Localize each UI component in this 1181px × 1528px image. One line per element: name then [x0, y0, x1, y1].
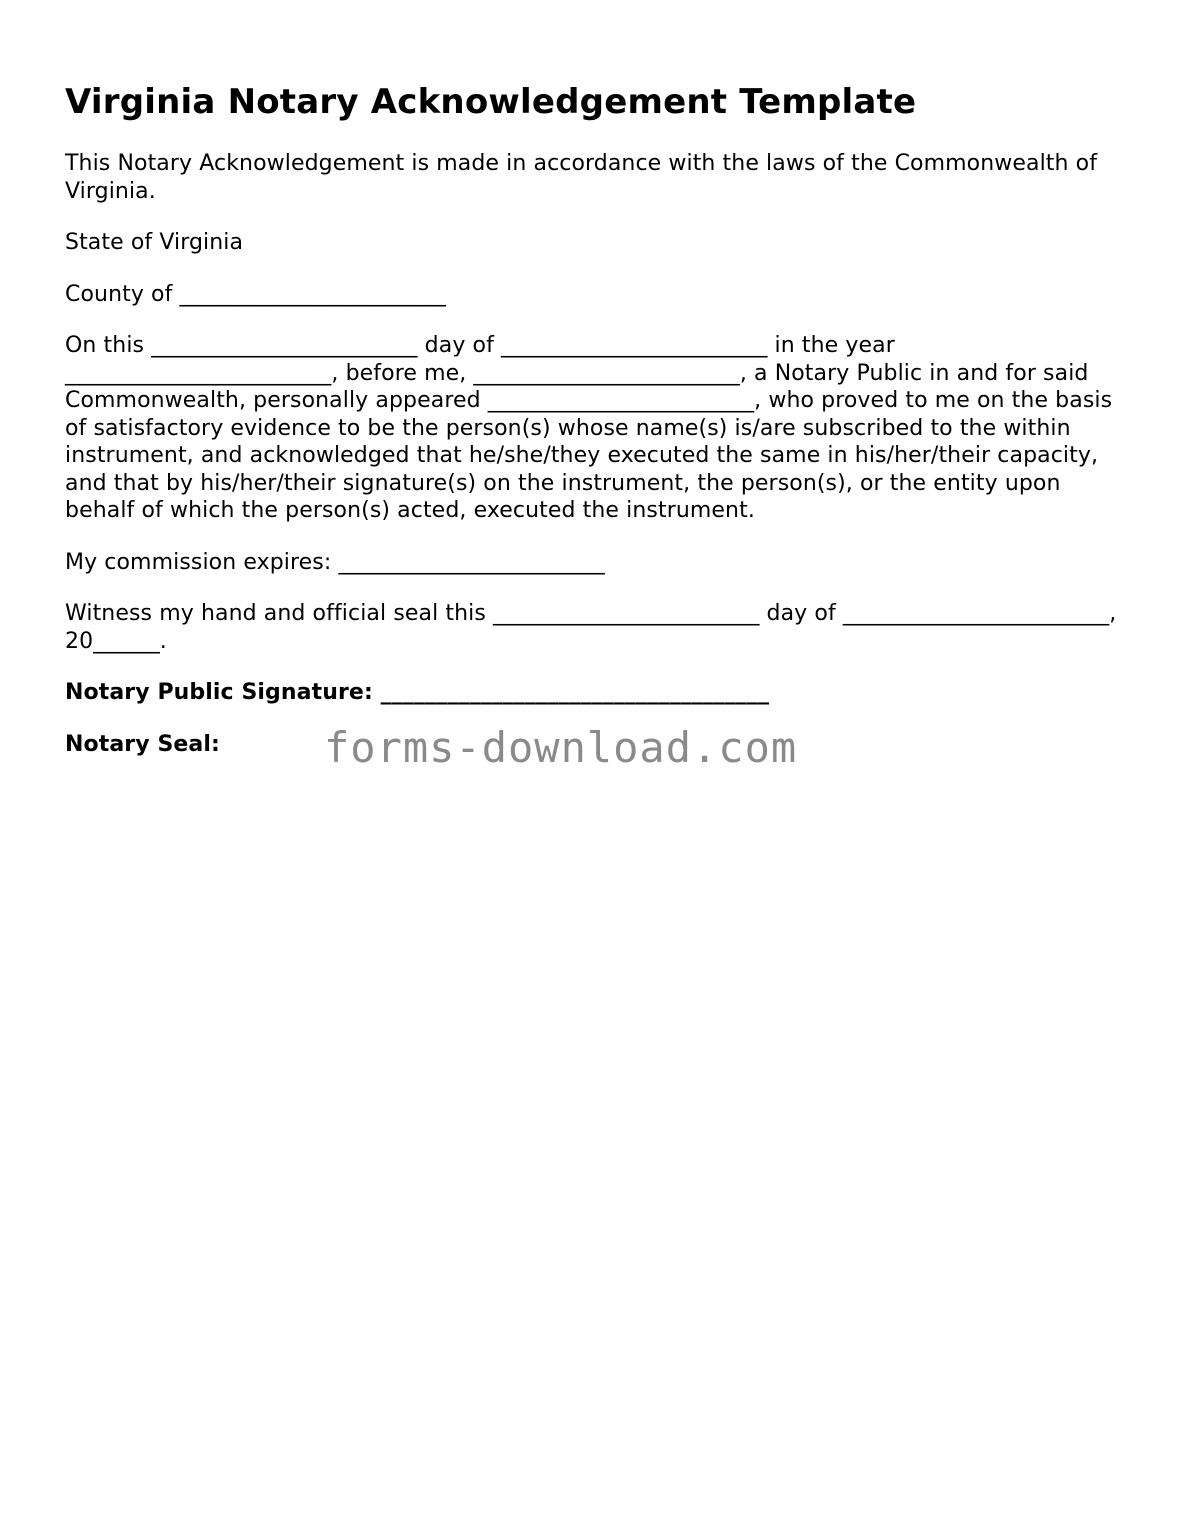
intro-paragraph: This Notary Acknowledgement is made in accordance with the laws of the Commonwealth of Virginia.: [65, 151, 1098, 204]
document-title: Virginia Notary Acknowledgement Template: [65, 82, 917, 122]
notary-seal-label: Notary Seal:: [65, 731, 220, 757]
commission-expires-line: My commission expires: ________________________: [65, 549, 605, 575]
county-line: County of ________________________: [65, 281, 446, 307]
notary-seal-row: [65, 722, 1121, 772]
acknowledgement-paragraph: On this ________________________ day of ________________________ in the year ________________________, before me, ________________________, a Notary Public in and for said Commonwealth, personally appeared ________________________, who proved to me on the basis of satisfactory evidence to be the person(s) whose name(s) is/are subscribed to the within instrument, and acknowledged that he/she/they executed the same in his/her/their capacity, and that by his/her/their signature(s) on the instrument, the person(s), or the entity upon behalf of which the person(s) acted, executed the instrument.: [65, 333, 1113, 523]
watermark: forms-download.com: [324, 722, 798, 772]
state-line: State of Virginia: [65, 230, 244, 255]
document-page: [65, 78, 1121, 771]
witness-line: Witness my hand and official seal this ________________________ day of ________________________, 20______.: [65, 601, 1117, 654]
notary-signature-line: Notary Public Signature: ___________________________________: [65, 680, 770, 705]
